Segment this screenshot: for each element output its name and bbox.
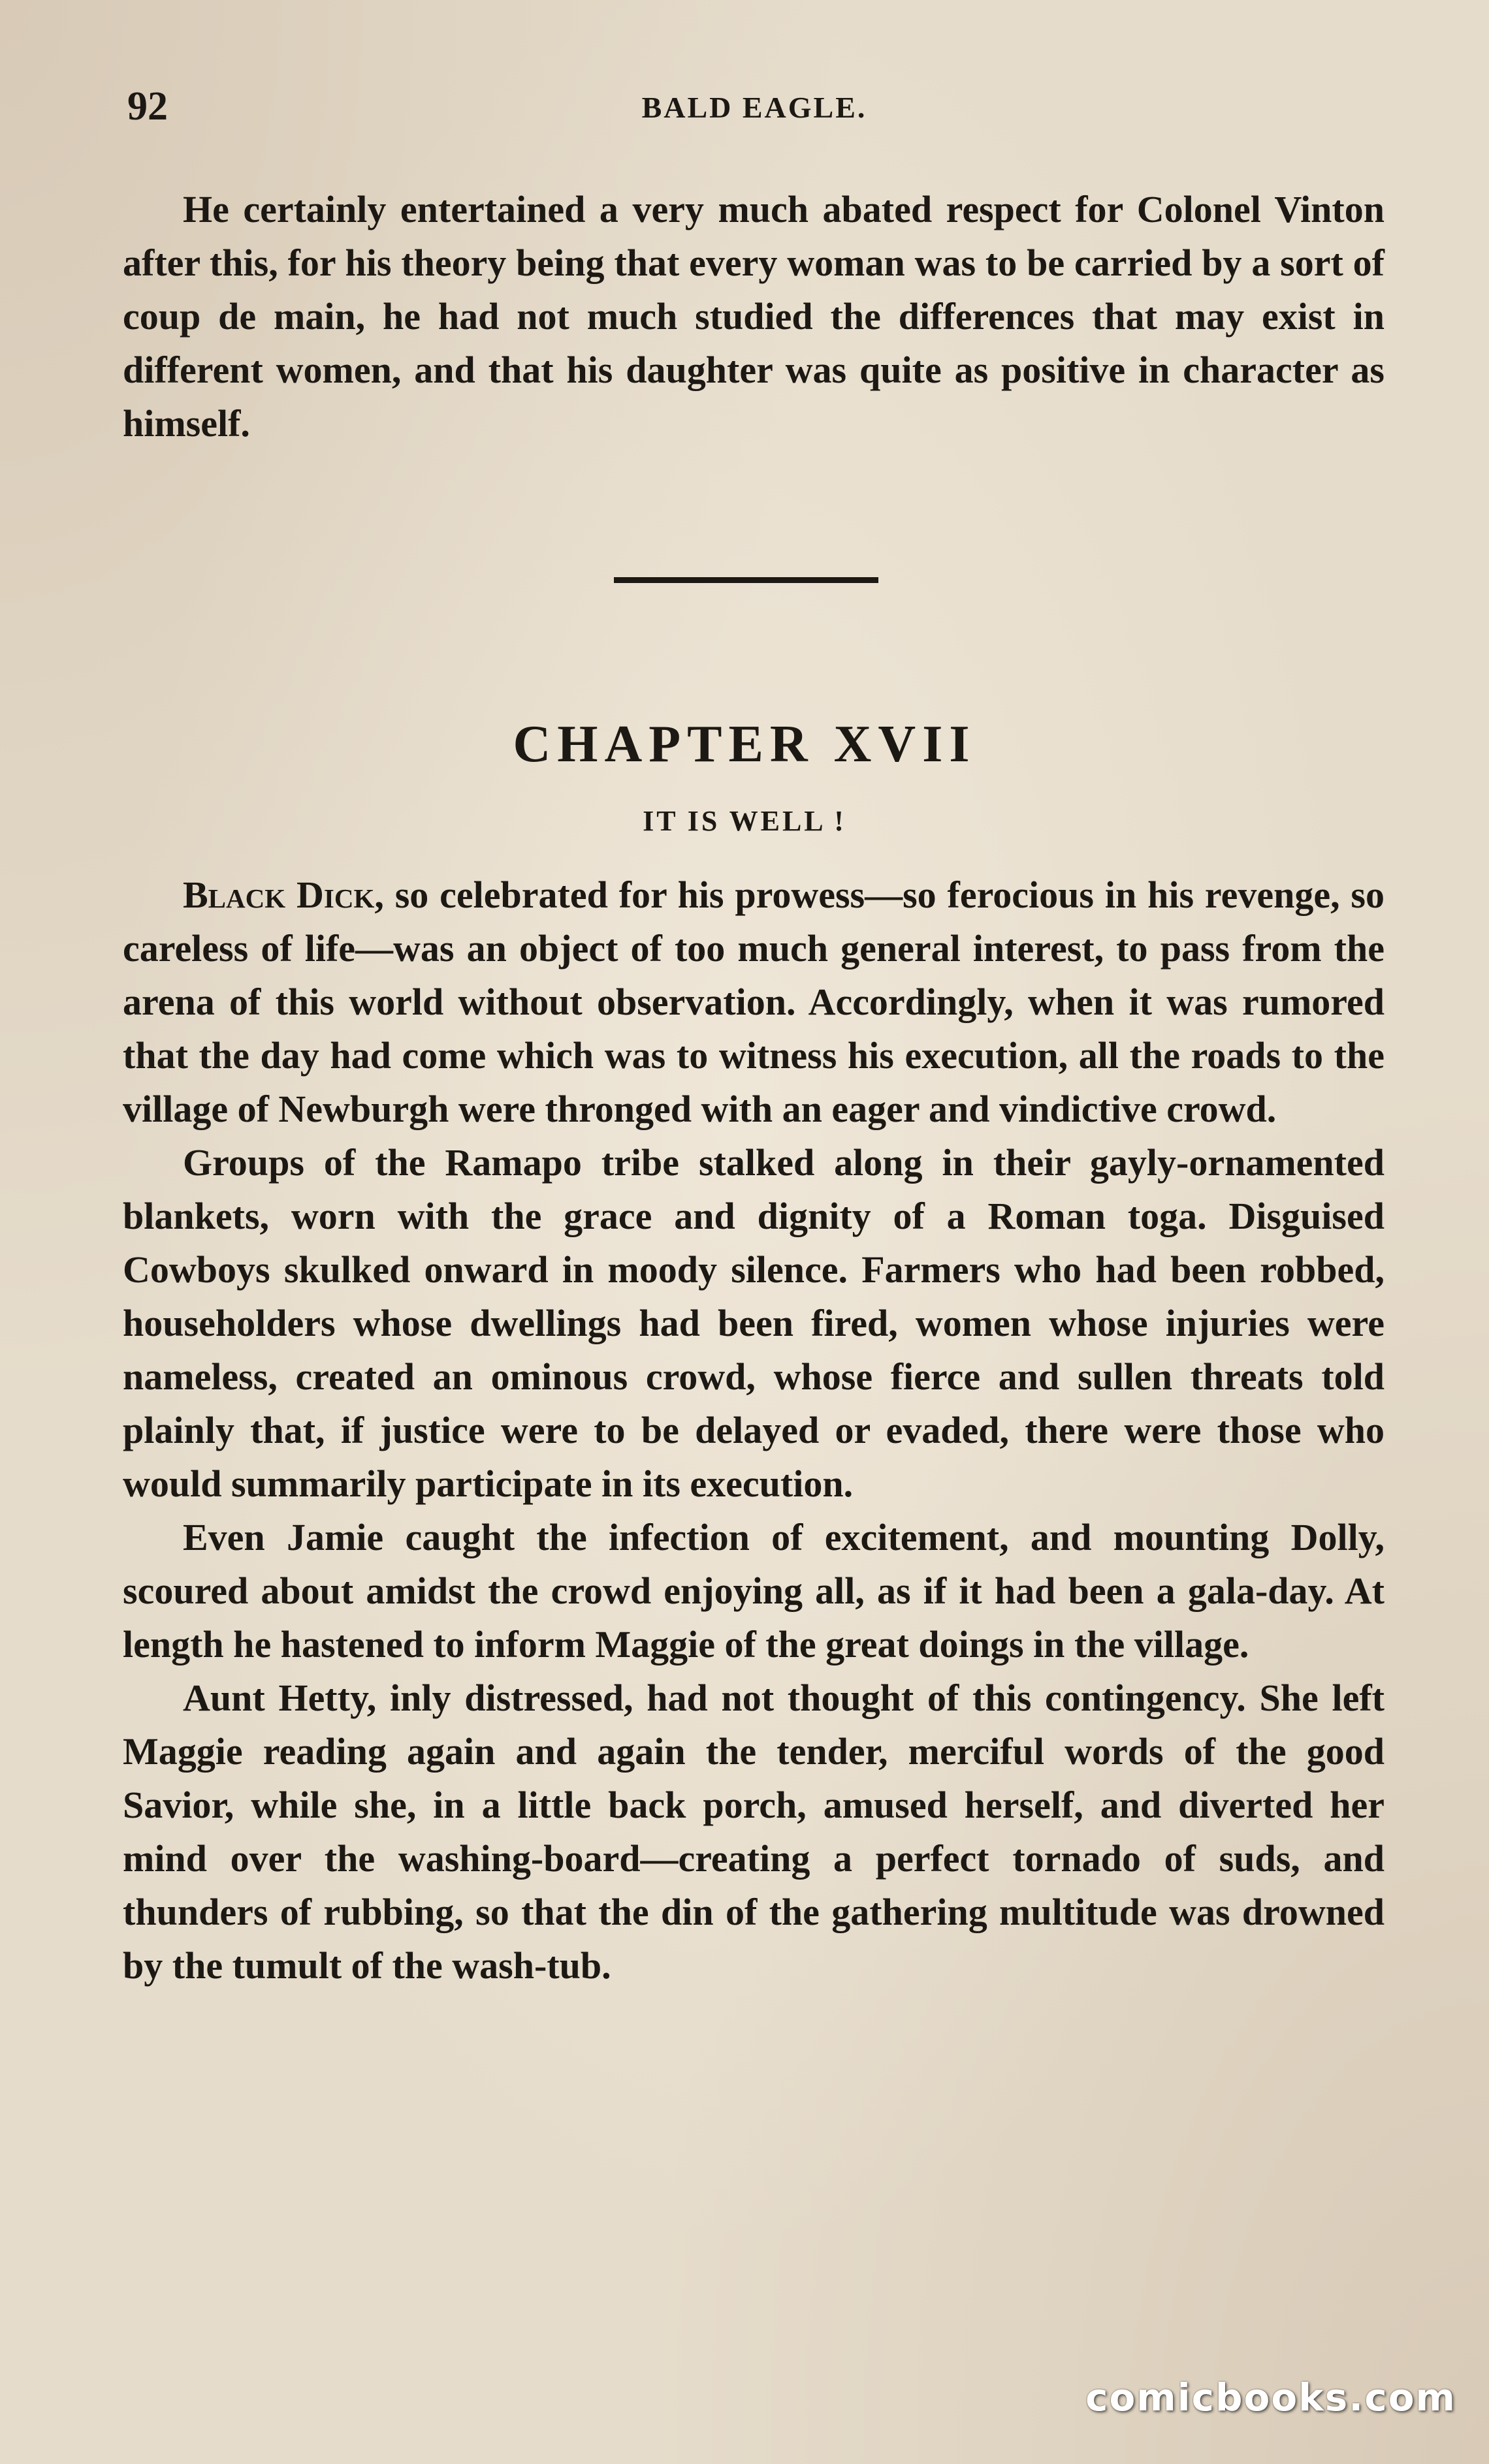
chapter-body (123, 868, 1385, 1993)
paragraph: Even Jamie caught the infection of excitement, and mounting Dolly, scoured about amidst the crowd enjoying all, as if it had been a gala-day. At length he hastened to inform Maggie of the great doings in the village. (123, 1516, 1385, 1666)
paragraph: He certainly entertained a very much abated respect for Colonel Vinton after this, for his theory being that every woman was to be carried by a sort of coup de main, he had not much studied the differences that may exist in different women, and that his daughter was quite as positive in character as himself. (123, 188, 1385, 445)
page-header (127, 84, 1381, 136)
paragraph: Aunt Hetty, inly distressed, had not thought of this contingency. She left Maggie reading again and again the tender, merciful words of the good Savior, while she, in a little back porch, amused herself, and diverted her mind over the washing-board—creating a perfect tornado of suds, and thunders of rubbing, so that the din of the gathering multitude was drowned by the tumult of the wash-tub. (123, 1677, 1385, 1987)
chapter-opening-paragraph (123, 868, 1385, 1136)
site-watermark: comicbooks.com (1085, 2375, 1456, 2420)
paragraph: Groups of the Ramapo tribe stalked along in their gayly-ornamented blankets, worn with the grace and dignity of a Roman toga. Disguised Cowboys skulked onward in moody silence. Farmers who had been robbed, householders whose dwellings had been fired, women whose injuries were nameless, created an ominous crowd, whose fierce and sullen threats told plainly that, if justice were to be delayed or evaded, there were those who would summarily participate in its execution. (123, 1141, 1385, 1505)
section-divider-rule (614, 577, 878, 583)
running-head: BALD EAGLE. (641, 91, 867, 124)
chapter-title: CHAPTER XVII (513, 716, 976, 773)
chapter-opening-text: , so celebrated for his prowess—so ferocious in his revenge, so careless of life—was an object of too much general interest, to pass from the arena of this world without observation. Accordingly, when it was rumored that the day had come which was to witness his execution, all the roads to the village of Newburgh were thronged with an eager and vindictive crowd. (123, 874, 1385, 1130)
page-number: 92 (127, 84, 168, 129)
chapter-lead-in: Black Dick (183, 874, 375, 916)
chapter-subtitle: IT IS WELL ! (643, 805, 846, 837)
text-block-before-chapter (123, 183, 1385, 450)
